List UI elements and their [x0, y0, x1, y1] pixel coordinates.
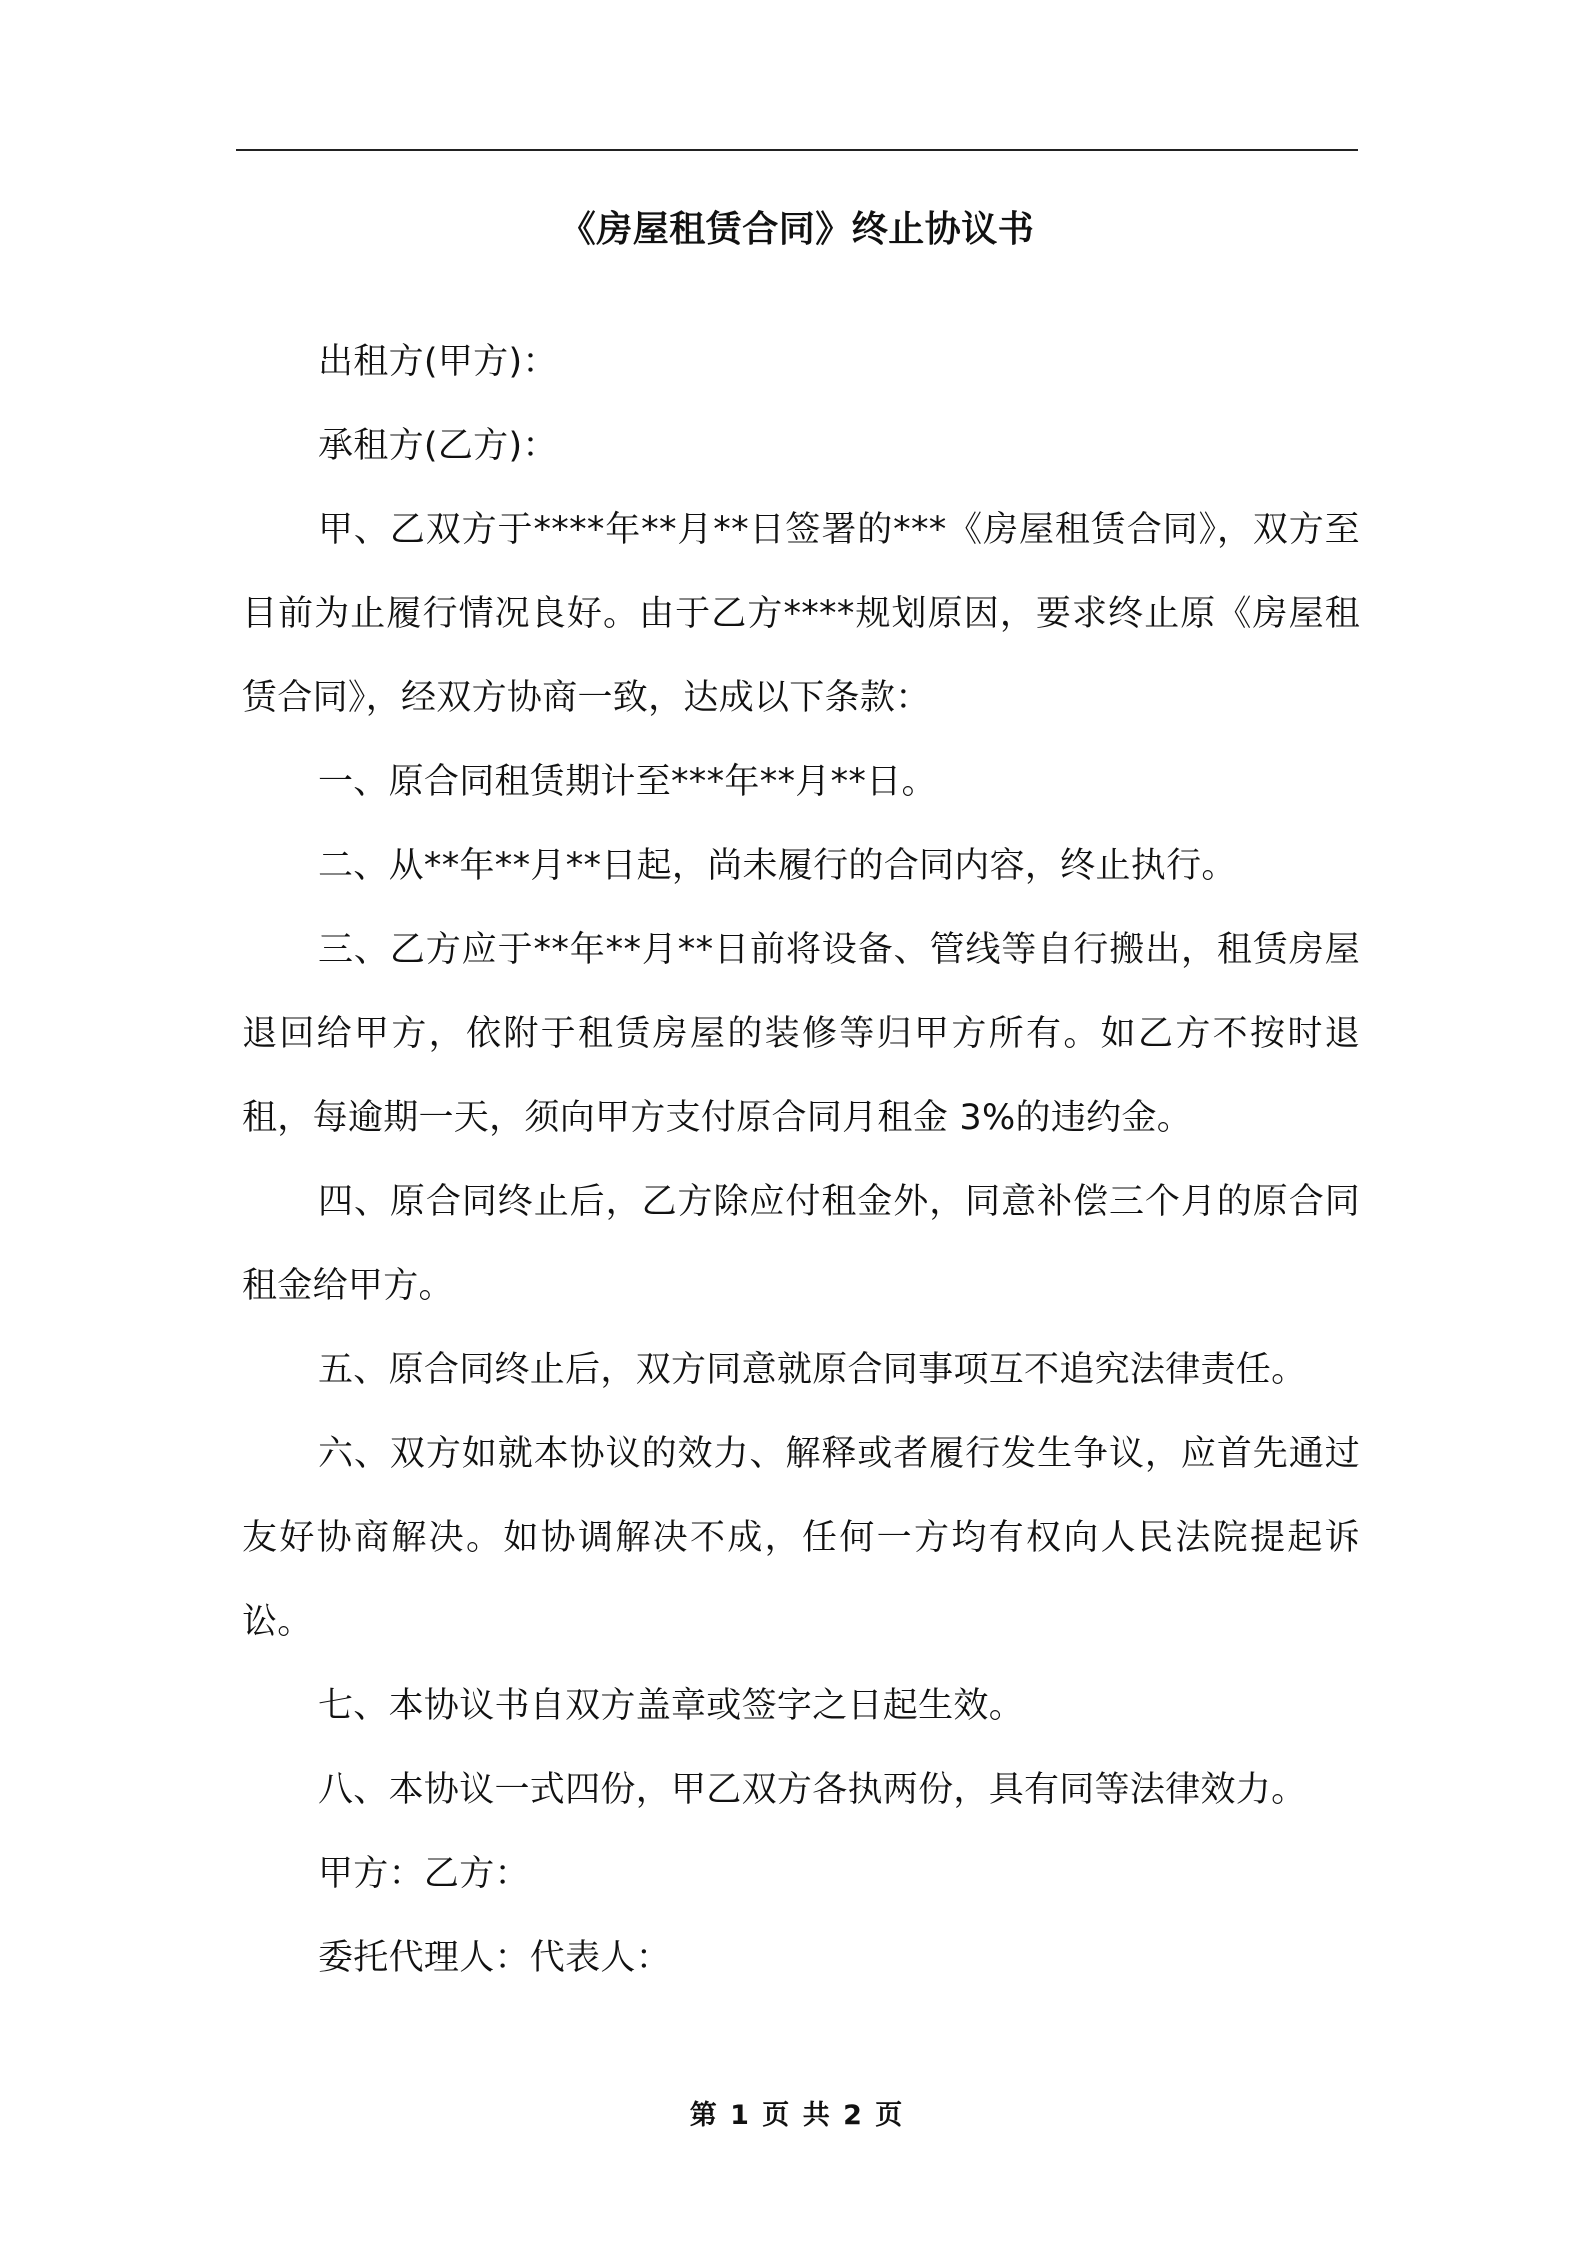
clause-3: 三、乙方应于**年**月**日前将设备、管线等自行搬出，租赁房屋退回给甲方，依附于租赁房屋的装修等归甲方所有。如乙方不按时退租，每逾期一天，须向甲方支付原合同月租金 3%的违约金。 — [242, 930, 1360, 1138]
party-signature-line: 甲方：乙方： — [318, 1854, 530, 1894]
lessee-line: 承租方(乙方)： — [318, 426, 558, 466]
document-title: 《房屋租赁合同》终止协议书 — [559, 209, 1035, 250]
clause-2: 二、从**年**月**日起，尚未履行的合同内容，终止执行。 — [318, 846, 1237, 886]
clause-1: 一、原合同租赁期计至***年**月**日。 — [318, 762, 937, 802]
clause-7: 七、本协议书自双方盖章或签字之日起生效。 — [318, 1686, 1025, 1726]
clause-5: 五、原合同终止后，双方同意就原合同事项互不追究法律责任。 — [318, 1350, 1307, 1390]
preamble-paragraph: 甲、乙双方于****年**月**日签署的***《房屋租赁合同》，双方至目前为止履行情况良好。由于乙方****规划原因，要求终止原《房屋租赁合同》，经双方协商一致，达成以下条款： — [242, 510, 1360, 718]
clause-4: 四、原合同终止后，乙方除应付租金外，同意补偿三个月的原合同租金给甲方。 — [242, 1182, 1360, 1306]
header-rule — [236, 149, 1358, 151]
agent-signature-line: 委托代理人：代表人： — [318, 1938, 672, 1978]
page-indicator: 第 1 页 共 2 页 — [689, 2100, 905, 2131]
clause-8: 八、本协议一式四份，甲乙双方各执两份，具有同等法律效力。 — [318, 1770, 1307, 1810]
clause-6: 六、双方如就本协议的效力、解释或者履行发生争议，应首先通过友好协商解决。如协调解决不成，任何一方均有权向人民法院提起诉讼。 — [242, 1434, 1360, 1642]
document-body — [242, 320, 1360, 2000]
lessor-line: 出租方(甲方)： — [318, 342, 558, 382]
